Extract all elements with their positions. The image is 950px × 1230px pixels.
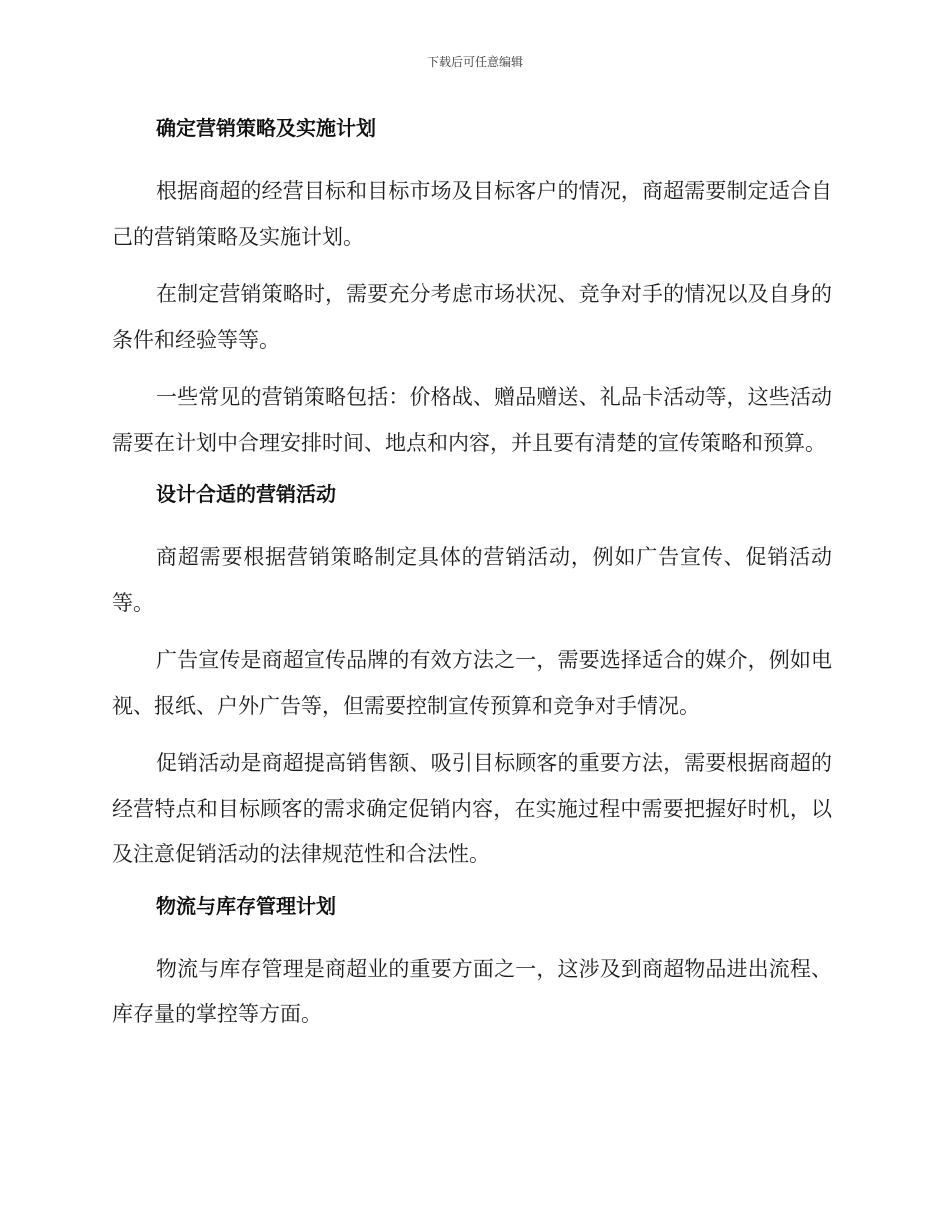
section-logistics-inventory <box>112 890 832 1038</box>
paragraph: 在制定营销策略时，需要充分考虑市场状况、竞争对手的情况以及自身的条件和经验等等。 <box>112 282 832 352</box>
section-marketing-strategy <box>112 112 832 466</box>
paragraph: 广告宣传是商超宣传品牌的有效方法之一，需要选择适合的媒介，例如电视、报纸、户外广告等，但需要控制宣传预算和竞争对手情况。 <box>112 648 832 718</box>
paragraph: 根据商超的经营目标和目标市场及目标客户的情况，商超需要制定适合自己的营销策略及实施计划。 <box>112 179 832 249</box>
paragraph: 一些常见的营销策略包括：价格战、赠品赠送、礼品卡活动等，这些活动需要在计划中合理安排时间、地点和内容，并且要有清楚的宣传策略和预算。 <box>112 385 832 455</box>
section-marketing-activities <box>112 478 832 878</box>
header-note: 下载后可任意编辑 <box>426 55 523 69</box>
paragraph: 促销活动是商超提高销售额、吸引目标顾客的重要方法，需要根据商超的经营特点和目标顾客的需求确定促销内容，在实施过程中需要把握好时机，以及注意促销活动的法律规范性和合法性。 <box>112 751 832 866</box>
paragraph: 商超需要根据营销策略制定具体的营销活动，例如广告宣传、促销活动等。 <box>112 545 832 615</box>
section-heading: 确定营销策略及实施计划 <box>156 116 376 140</box>
section-heading: 设计合适的营销活动 <box>156 482 336 506</box>
paragraph: 物流与库存管理是商超业的重要方面之一，这涉及到商超物品进出流程、库存量的掌控等方面。 <box>112 956 832 1026</box>
section-heading: 物流与库存管理计划 <box>156 893 336 918</box>
document-body <box>112 112 832 1050</box>
